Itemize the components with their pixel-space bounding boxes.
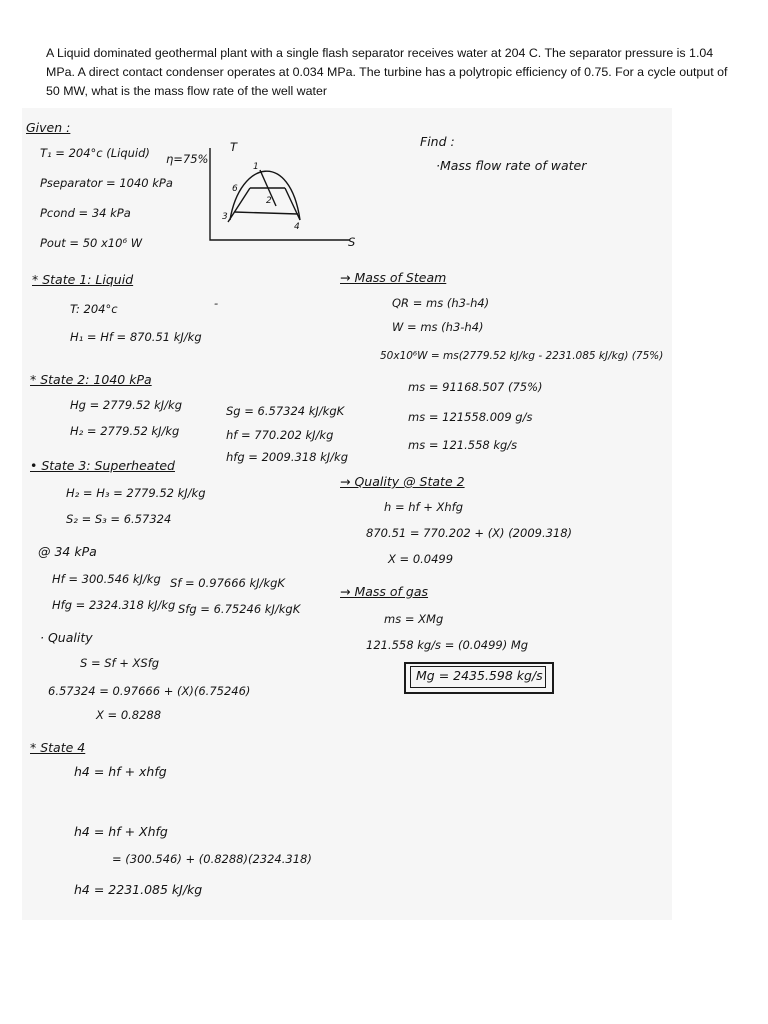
at34-hf: Hf = 300.546 kJ/kg — [52, 572, 161, 586]
gas-substitution: 121.558 kg/s = (0.0499) Mg — [366, 638, 529, 652]
state4-substitution: = (300.546) + (0.8288)(2324.318) — [112, 852, 312, 866]
quality2-result: X = 0.0499 — [388, 552, 454, 566]
state1-temperature: T: 204°c — [70, 302, 118, 316]
at34-sf: Sf = 0.97666 kJ/kgK — [170, 576, 285, 590]
quality-result: X = 0.8288 — [96, 708, 162, 722]
state4-equation-1: h4 = hf + xhfg — [74, 764, 167, 779]
quality-substitution: 6.57324 = 0.97666 + (X)(6.75246) — [48, 684, 251, 698]
state4-result: h4 = 2231.085 kJ/kg — [74, 882, 203, 897]
state2-hfg: hfg = 2009.318 kJ/kg — [226, 450, 348, 464]
problem-statement: A Liquid dominated geothermal plant with a single flash separator receives water at 204 C. The separator pressure is 1.04 MPa. A direct contact condenser operates at 0.034 MPa. The turbine has a polytropic efficiency of 0.75. For a cycle output of 50 MW, what is the mass flow rate of the well water — [46, 46, 728, 98]
state3-enthalpy: H₂ = H₃ = 2779.52 kJ/kg — [66, 486, 206, 500]
given-heading: Given : — [26, 120, 71, 135]
state3-heading: • State 3: Superheated — [30, 458, 175, 473]
steam-heat-equation: QR = ms (h3-h4) — [392, 296, 490, 310]
point-3-label: 3 — [222, 212, 228, 222]
given-separator-pressure: Pseparator = 1040 kPa — [40, 176, 173, 190]
steam-work-equation: W = ms (h3-h4) — [392, 320, 484, 334]
point-4-label: 4 — [294, 222, 300, 232]
given-t1: T₁ = 204°c (Liquid) — [40, 146, 150, 160]
state2-sg: Sg = 6.57324 kJ/kgK — [226, 404, 345, 418]
steam-ms-3: ms = 121.558 kg/s — [408, 438, 518, 452]
state1-dash: - — [214, 296, 219, 310]
gas-equation: ms = XMg — [384, 612, 444, 626]
state3-entropy: S₂ = S₃ = 6.57324 — [66, 512, 172, 526]
ts-diagram — [200, 140, 360, 250]
at34-hfg: Hfg = 2324.318 kJ/kg — [52, 598, 176, 612]
steam-heading: → Mass of Steam — [340, 270, 447, 285]
point-6-label: 6 — [232, 184, 238, 194]
gas-heading: → Mass of gas — [340, 584, 429, 599]
quality-heading: · Quality — [40, 630, 93, 645]
state4-equation-2: h4 = hf + Xhfg — [74, 824, 168, 839]
given-condenser-pressure: Pcond = 34 kPa — [40, 206, 131, 220]
at34-heading: @ 34 kPa — [38, 544, 97, 559]
s-axis-label: S — [348, 235, 356, 249]
state2-hg: Hg = 2779.52 kJ/kg — [70, 398, 182, 412]
state1-enthalpy: H₁ = Hf = 870.51 kJ/kg — [70, 330, 202, 344]
given-efficiency: η=75% — [166, 152, 209, 166]
quality2-heading: → Quality @ State 2 — [340, 474, 465, 489]
find-text: ·Mass flow rate of water — [436, 158, 587, 173]
state2-hf: hf = 770.202 kJ/kg — [226, 428, 334, 442]
t-axis-label: T — [230, 140, 238, 154]
given-power-output: Pout = 50 x10⁶ W — [40, 236, 143, 250]
quality2-substitution: 870.51 = 770.202 + (X) (2009.318) — [366, 526, 573, 540]
state2-heading: * State 2: 1040 kPa — [30, 372, 152, 387]
state4-heading: * State 4 — [30, 740, 86, 755]
point-1-label: 1 — [253, 162, 259, 172]
at34-sfg: Sfg = 6.75246 kJ/kgK — [178, 602, 301, 616]
find-heading: Find : — [420, 134, 455, 149]
steam-ms-1: ms = 91168.507 (75%) — [408, 380, 543, 394]
state1-heading: * State 1: Liquid — [32, 272, 134, 287]
point-2-label: 2 — [266, 196, 272, 206]
steam-ms-2: ms = 121558.009 g/s — [408, 410, 533, 424]
t-axis-line — [210, 148, 350, 240]
condensation-line — [234, 212, 298, 214]
gas-answer: Mg = 2435.598 kg/s — [416, 668, 543, 683]
state2-h2: H₂ = 2779.52 kJ/kg — [70, 424, 180, 438]
quality2-equation: h = hf + Xhfg — [384, 500, 464, 514]
quality-equation: S = Sf + XSfg — [80, 656, 160, 670]
steam-substitution: 50x10⁶W = ms(2779.52 kJ/kg - 2231.085 kJ/kg) (75%) — [380, 350, 664, 362]
